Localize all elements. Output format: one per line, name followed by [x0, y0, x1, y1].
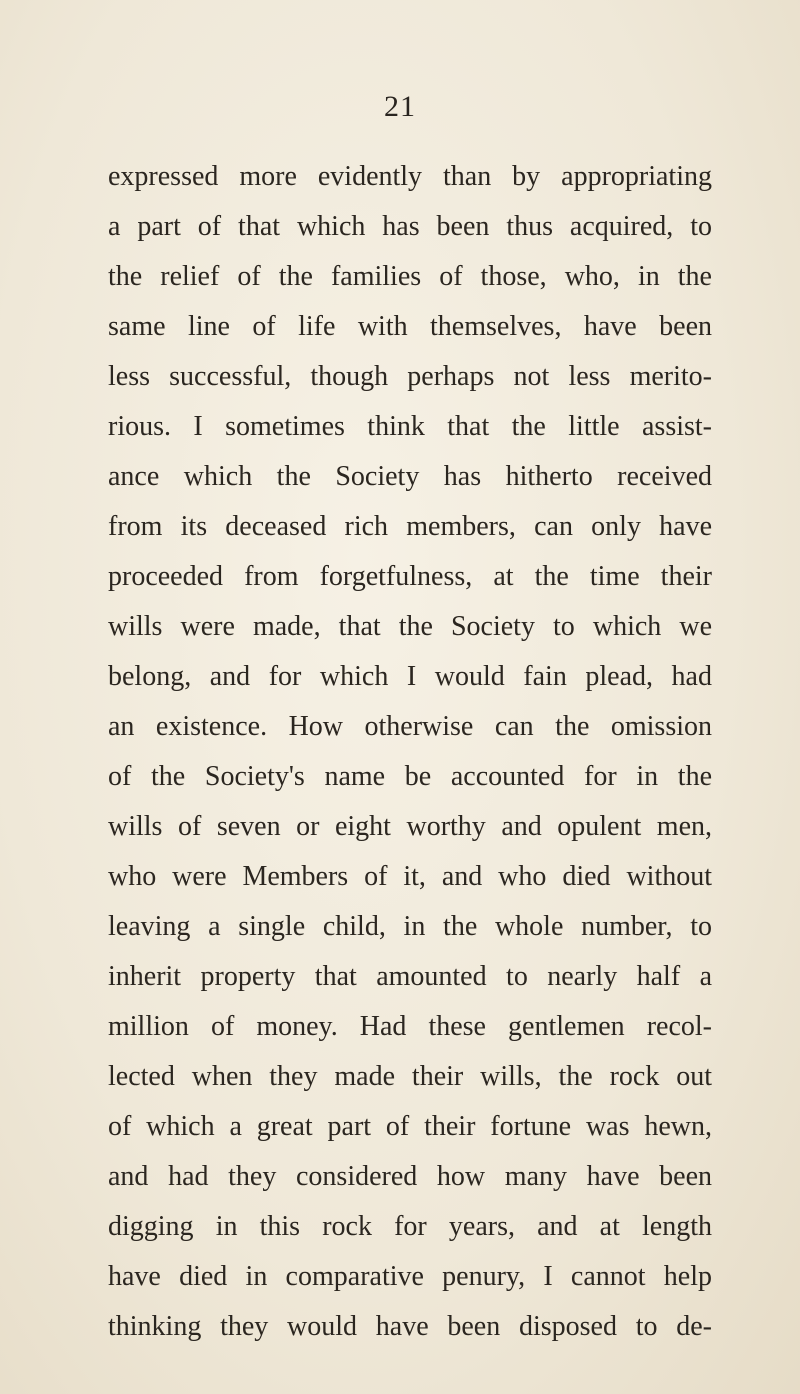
- text-line: expressed more evidently than by appropriating: [108, 161, 712, 192]
- text-line: same line of life with themselves, have been: [108, 311, 712, 342]
- text-line: proceeded from forgetfulness, at the time their: [108, 561, 712, 592]
- text-line: less successful, though perhaps not less merito-: [108, 361, 712, 392]
- text-line: who were Members of it, and who died without: [108, 861, 712, 892]
- text-line: ance which the Society has hitherto received: [108, 461, 712, 492]
- text-line: from its deceased rich members, can only have: [108, 511, 712, 542]
- text-line: leaving a single child, in the whole number, to: [108, 911, 712, 942]
- text-line: digging in this rock for years, and at length: [108, 1211, 712, 1242]
- text-line: an existence. How otherwise can the omission: [108, 711, 712, 742]
- text-line: wills were made, that the Society to which we: [108, 611, 712, 642]
- text-line: and had they considered how many have been: [108, 1161, 712, 1192]
- text-line: belong, and for which I would fain plead, had: [108, 661, 712, 692]
- text-line: rious. I sometimes think that the little assist-: [108, 411, 712, 442]
- text-line: inherit property that amounted to nearly half a: [108, 961, 712, 992]
- text-line: a part of that which has been thus acquired, to: [108, 211, 712, 242]
- text-line: of which a great part of their fortune was hewn,: [108, 1111, 712, 1142]
- text-line: lected when they made their wills, the rock out: [108, 1061, 712, 1092]
- text-line: thinking they would have been disposed to de-: [108, 1311, 712, 1342]
- body-text: [108, 152, 712, 1352]
- text-line: of the Society's name be accounted for in the: [108, 761, 712, 792]
- text-line: wills of seven or eight worthy and opulent men,: [108, 811, 712, 842]
- text-line: million of money. Had these gentlemen recol-: [108, 1011, 712, 1042]
- text-line: the relief of the families of those, who, in the: [108, 261, 712, 292]
- text-line: have died in comparative penury, I cannot help: [108, 1261, 712, 1292]
- page-number: 21: [384, 90, 416, 123]
